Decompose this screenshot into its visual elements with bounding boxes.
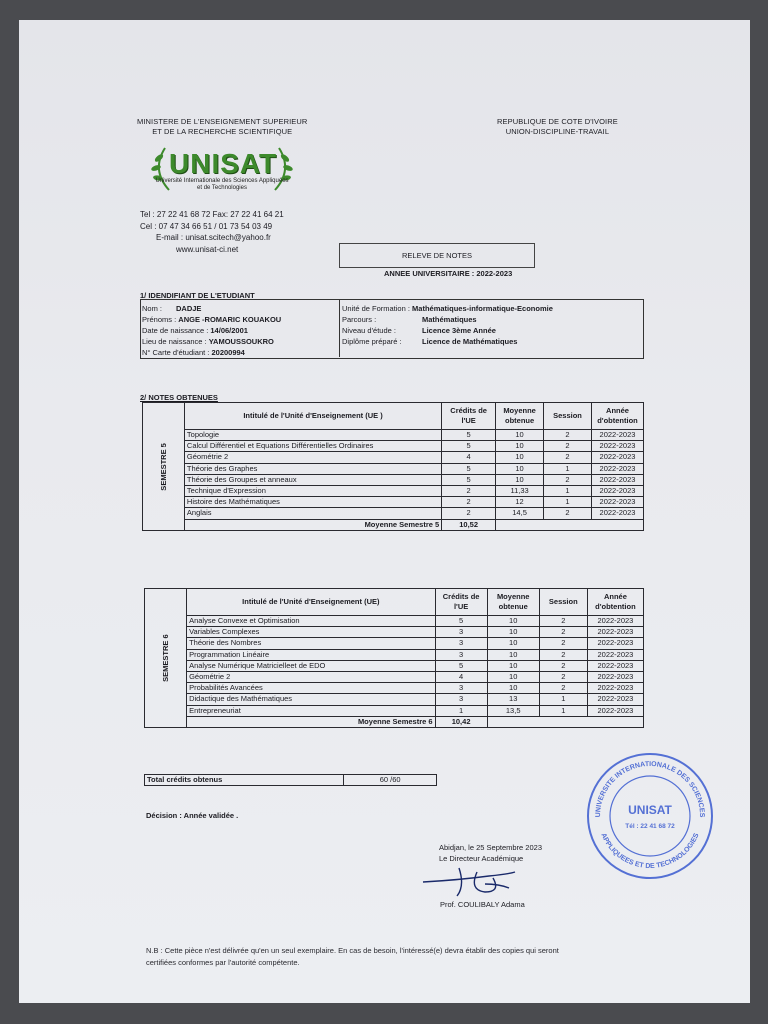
lieu-value: YAMOUSSOUKRO	[208, 337, 274, 346]
ue-credits: 2	[442, 497, 496, 508]
ue-credits: 3	[435, 694, 487, 705]
s5-col-session: Session	[544, 403, 592, 430]
parcours-label: Parcours :	[342, 315, 377, 324]
s5-col-annee-line2: d'obtention	[597, 416, 638, 425]
ue-session: 1	[539, 694, 587, 705]
s5-col-moyenne-line2: obtenue	[504, 416, 535, 425]
niveau-label: Niveau d'étude :	[342, 326, 396, 335]
ue-session: 2	[544, 452, 592, 463]
ue-annee: 2022-2023	[587, 671, 643, 682]
total-credits-value: 60 /60	[344, 775, 437, 786]
footer-line2: certifiées conformes par l'autorité compétente.	[146, 958, 300, 967]
signature-block	[439, 842, 542, 864]
republic-header	[497, 117, 618, 137]
ue-session: 2	[539, 660, 587, 671]
ue-credits: 3	[435, 683, 487, 694]
ue-name: Didactique des Mathématiques	[187, 694, 435, 705]
ue-moyenne: 10	[496, 452, 544, 463]
table-row	[143, 452, 644, 463]
ue-credits: 4	[442, 452, 496, 463]
ue-name: Théorie des Nombres	[187, 638, 435, 649]
ue-moyenne: 10	[496, 474, 544, 485]
ue-credits: 3	[435, 638, 487, 649]
s5-col-ue: Intitulé de l'Unité d'Enseignement (UE )	[184, 403, 441, 430]
ue-name: Théorie des Graphes	[184, 463, 441, 474]
ministry-header	[137, 117, 307, 137]
s6-col-moyenne-line1: Moyenne	[496, 592, 530, 601]
table-row	[143, 485, 644, 496]
ue-name: Histoire des Mathématiques	[184, 497, 441, 508]
naissance-label: Date de naissance :	[142, 326, 209, 335]
ministry-line2: ET DE LA RECHERCHE SCIENTIFIQUE	[152, 127, 293, 136]
footer-line1: N.B : Cette pièce n'est délivrée qu'en un seul exemplaire. En cas de besoin, l'intéressé(e) devra établir des copies qui seront	[146, 946, 559, 955]
logo-name: UNISAT	[169, 148, 278, 179]
logo-subtitle-line2: et de Technologies	[197, 185, 247, 191]
table-row	[143, 463, 644, 474]
ue-annee: 2022-2023	[587, 627, 643, 638]
stamp-center-name: UNISAT	[628, 803, 672, 817]
s6-col-annee-line2: d'obtention	[595, 602, 636, 611]
ue-name: Anglais	[184, 508, 441, 519]
ue-name: Théorie des Groupes et anneaux	[184, 474, 441, 485]
ue-name: Programmation Linéaire	[187, 649, 435, 660]
s5-col-credits-line1: Crédits de	[450, 406, 487, 415]
ue-session: 2	[544, 508, 592, 519]
table-row	[143, 508, 644, 519]
ue-credits: 5	[442, 430, 496, 441]
ue-annee: 2022-2023	[591, 441, 643, 452]
ue-moyenne: 10	[487, 660, 539, 671]
doc-title: RELEVE DE NOTES	[401, 251, 473, 260]
ue-session: 2	[544, 441, 592, 452]
ue-session: 2	[539, 683, 587, 694]
ue-session: 2	[539, 616, 587, 627]
ue-credits: 5	[442, 463, 496, 474]
stamp-center-tel: Tél : 22 41 68 72	[625, 823, 675, 830]
ue-annee: 2022-2023	[591, 497, 643, 508]
ue-name: Technique d'Expression	[184, 485, 441, 496]
ue-moyenne: 11,33	[496, 485, 544, 496]
carte-value: 20200994	[211, 348, 245, 357]
s6-col-ue: Intitulé de l'Unité d'Enseignement (UE)	[187, 589, 435, 616]
ue-annee: 2022-2023	[591, 474, 643, 485]
contact-web: www.unisat-ci.net	[176, 244, 239, 254]
ue-session: 2	[539, 671, 587, 682]
ue-session: 2	[539, 627, 587, 638]
prenoms-label: Prénoms :	[142, 315, 177, 324]
s5-col-annee	[591, 403, 643, 430]
ue-moyenne: 10	[496, 430, 544, 441]
ue-moyenne: 10	[487, 627, 539, 638]
student-info-divider	[339, 299, 340, 357]
diplome-label: Diplôme préparé :	[342, 337, 402, 346]
s5-col-credits	[442, 403, 496, 430]
ue-session: 2	[539, 638, 587, 649]
table-row	[143, 497, 644, 508]
ue-moyenne: 13,5	[487, 705, 539, 716]
republic-line2: UNION-DISCIPLINE-TRAVAIL	[505, 127, 610, 136]
s6-average-label: Moyenne Semestre 6	[187, 716, 435, 727]
ue-name: Variables Complexes	[187, 627, 435, 638]
stamp-icon	[584, 750, 716, 882]
s5-average-label: Moyenne Semestre 5	[184, 519, 441, 530]
ue-credits: 5	[442, 441, 496, 452]
stamp-outer-top-path: UNIVERSITE INTERNATIONALE DES SCIENCES	[594, 760, 706, 818]
ue-name: Géométrie 2	[187, 671, 435, 682]
table-row	[145, 616, 644, 627]
ue-annee: 2022-2023	[591, 452, 643, 463]
nom-label: Nom :	[142, 304, 163, 313]
total-credits-label: Total crédits obtenus	[145, 775, 344, 786]
prenoms-value: ANGE -ROMARIC KOUAKOU	[178, 315, 282, 324]
ue-credits: 5	[435, 616, 487, 627]
ue-session: 1	[544, 485, 592, 496]
ue-annee: 2022-2023	[591, 485, 643, 496]
ue-name: Calcul Différentiel et Equations Différentielles Ordinaires	[184, 441, 441, 452]
contact-info	[140, 209, 284, 255]
nom-value: DADJE	[176, 304, 202, 313]
ue-name: Géométrie 2	[184, 452, 441, 463]
s6-average-empty	[487, 716, 643, 727]
ue-moyenne: 10	[487, 649, 539, 660]
republic-line1: REPUBLIQUE DE COTE D'IVOIRE	[497, 117, 618, 126]
ue-name: Entrepreneuriat	[187, 705, 435, 716]
ue-annee: 2022-2023	[587, 638, 643, 649]
s6-col-credits-line1: Crédits de	[442, 592, 480, 601]
ue-annee: 2022-2023	[591, 508, 643, 519]
s5-average-empty	[496, 519, 644, 530]
ue-annee: 2022-2023	[587, 694, 643, 705]
ue-name: Analyse Numérique Matricielleet de EDO	[187, 660, 435, 671]
niveau-value: Licence 3ème Année	[422, 326, 496, 335]
ue-moyenne: 12	[496, 497, 544, 508]
s6-col-annee-line1: Année	[603, 592, 627, 601]
table-row	[145, 705, 644, 716]
stamp-outer-bottom-path: APPLIQUEES ET DE TECHNOLOGIES	[599, 832, 701, 871]
table-row	[143, 474, 644, 485]
s6-col-session: Session	[539, 589, 587, 616]
contact-cel: Cel : 07 47 34 66 51 / 01 73 54 03 49	[140, 221, 273, 231]
table-row	[143, 430, 644, 441]
s6-col-annee	[587, 589, 643, 616]
unite-label: Unité de Formation :	[342, 304, 410, 313]
total-credits-table	[144, 774, 437, 786]
contact-email: E-mail : unisat.scitech@yahoo.fr	[156, 233, 271, 242]
ue-credits: 2	[442, 508, 496, 519]
ue-moyenne: 14,5	[496, 508, 544, 519]
student-left-column	[142, 303, 281, 358]
carte-label: N° Carte d'étudiant :	[142, 348, 210, 357]
academic-year: ANNEE UNIVERSITAIRE : 2022-2023	[384, 269, 513, 278]
ue-name: Probabilités Avancées	[187, 683, 435, 694]
student-right-column	[342, 303, 553, 347]
ue-annee: 2022-2023	[591, 430, 643, 441]
semester-average-row	[145, 716, 644, 727]
s6-col-moyenne	[487, 589, 539, 616]
table-row	[145, 638, 644, 649]
s6-col-credits	[435, 589, 487, 616]
ue-moyenne: 10	[487, 616, 539, 627]
ue-moyenne: 10	[487, 638, 539, 649]
signature-place-date: Abidjan, le 25 Septembre 2023	[439, 843, 542, 852]
ue-session: 2	[544, 430, 592, 441]
parcours-value: Mathématiques	[422, 315, 477, 324]
s5-col-credits-line2: l'UE	[461, 416, 476, 425]
lieu-label: Lieu de naissance :	[142, 337, 207, 346]
official-stamp	[584, 750, 716, 882]
table-row	[145, 649, 644, 660]
ue-annee: 2022-2023	[587, 649, 643, 660]
ue-moyenne: 10	[496, 463, 544, 474]
ue-session: 2	[544, 474, 592, 485]
signature-role: Le Directeur Académique	[439, 854, 524, 863]
ministry-line1: MINISTERE DE L'ENSEIGNEMENT SUPERIEUR	[137, 117, 308, 126]
document-page	[19, 20, 750, 1003]
signature-name: Prof. COULIBALY Adama	[440, 900, 525, 909]
s5-average-value: 10,52	[442, 519, 496, 530]
table-row	[145, 627, 644, 638]
decision-text: Décision : Année validée .	[146, 811, 239, 820]
ue-credits: 5	[435, 660, 487, 671]
ue-credits: 3	[435, 649, 487, 660]
title-box	[339, 243, 535, 268]
semester-6-table	[144, 588, 644, 728]
table-row	[145, 683, 644, 694]
ue-moyenne: 10	[496, 441, 544, 452]
notes-section-title: 2/ NOTES OBTENUES	[140, 393, 218, 402]
ue-credits: 1	[435, 705, 487, 716]
ue-annee: 2022-2023	[587, 705, 643, 716]
s5-col-moyenne	[496, 403, 544, 430]
s6-col-credits-line2: l'UE	[453, 602, 469, 611]
logo-subtitle	[152, 178, 292, 192]
footer-note	[146, 945, 559, 969]
table-row	[145, 694, 644, 705]
table-row	[145, 671, 644, 682]
logo-subtitle-line1: Université Internationale des Sciences Appliquées	[155, 178, 289, 184]
ue-credits: 5	[442, 474, 496, 485]
ue-moyenne: 10	[487, 683, 539, 694]
table-row	[145, 660, 644, 671]
semester-average-row	[143, 519, 644, 530]
ue-annee: 2022-2023	[587, 660, 643, 671]
contact-tel: Tel : 27 22 41 68 72 Fax: 27 22 41 64 21	[140, 210, 284, 219]
ue-credits: 3	[435, 627, 487, 638]
s6-col-moyenne-line2: obtenue	[498, 602, 528, 611]
ue-name: Topologie	[184, 430, 441, 441]
ue-credits: 4	[435, 671, 487, 682]
table-row	[143, 441, 644, 452]
ue-credits: 2	[442, 485, 496, 496]
handwritten-signature	[419, 862, 539, 902]
semester-5-table	[142, 402, 644, 531]
ue-moyenne: 10	[487, 671, 539, 682]
diplome-value: Licence de Mathématiques	[422, 337, 518, 346]
ue-annee: 2022-2023	[587, 616, 643, 627]
s5-col-moyenne-line1: Moyenne	[503, 406, 536, 415]
ue-annee: 2022-2023	[591, 463, 643, 474]
stamp-outer-bottom	[599, 832, 700, 870]
s5-col-annee-line1: Année	[606, 406, 629, 415]
ue-moyenne: 13	[487, 694, 539, 705]
ue-session: 1	[539, 705, 587, 716]
ue-name: Analyse Convexe et Optimisation	[187, 616, 435, 627]
student-section-title: 1/ IDENDIFIANT DE L'ETUDIANT	[140, 291, 255, 300]
s6-average-value: 10,42	[435, 716, 487, 727]
unite-value: Mathématiques-informatique-Economie	[412, 304, 553, 313]
ue-session: 1	[544, 463, 592, 474]
ue-annee: 2022-2023	[587, 683, 643, 694]
ue-session: 1	[544, 497, 592, 508]
semester-6-label: SEMESTRE 6	[145, 589, 187, 728]
ue-session: 2	[539, 649, 587, 660]
semester-5-label: SEMESTRE 5	[143, 403, 185, 531]
naissance-value: 14/06/2001	[210, 326, 248, 335]
